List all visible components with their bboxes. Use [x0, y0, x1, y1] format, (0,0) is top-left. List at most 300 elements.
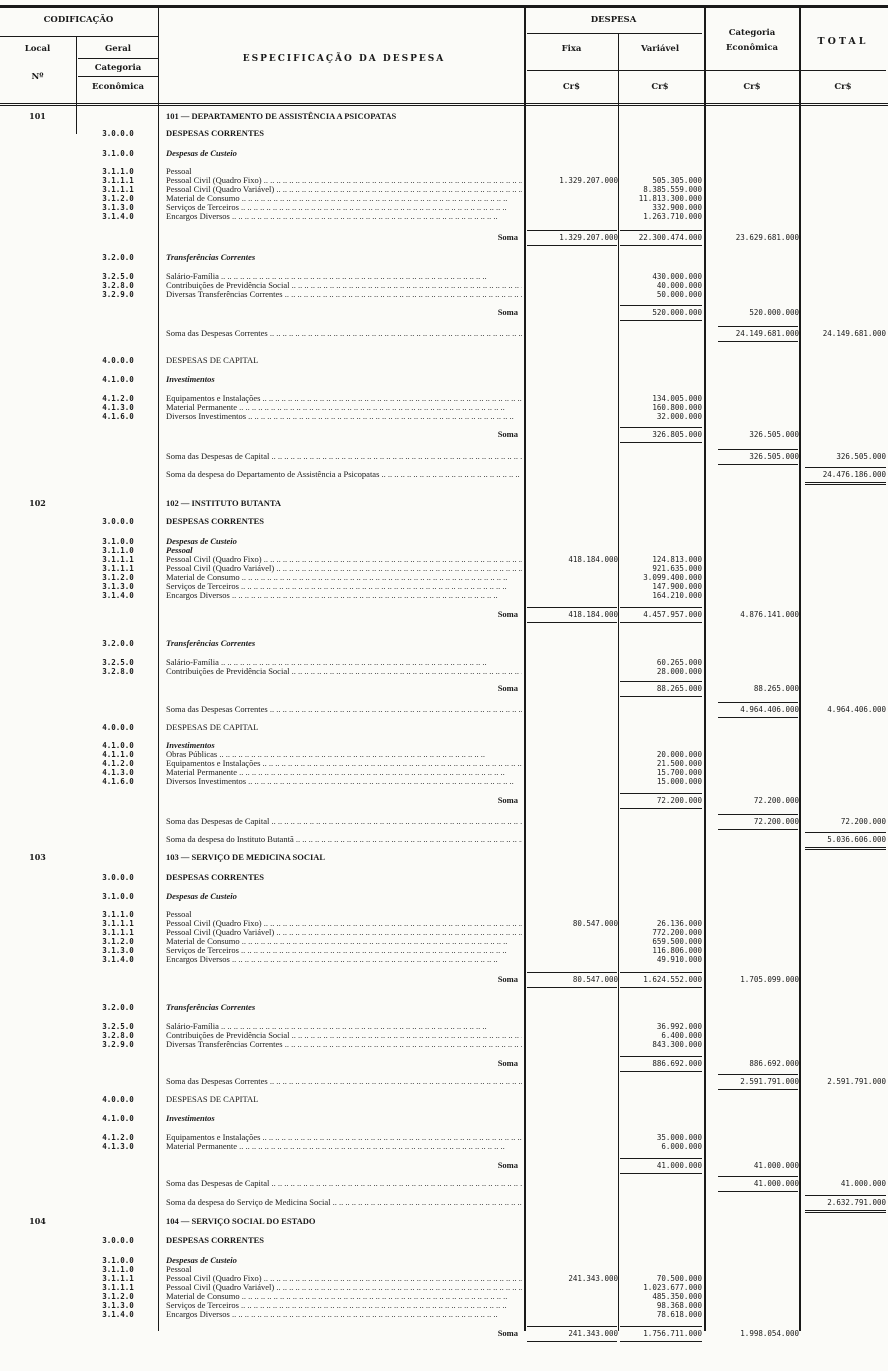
row-description: Material de Consumo .. ..: [166, 936, 522, 947]
row-description: 103 — SERVIÇO DE MEDICINA SOCIAL: [166, 852, 326, 862]
row-category-code: 3.0.0.0: [102, 1236, 134, 1245]
row-category-code: 3.1.0.0: [102, 537, 134, 546]
table-row: [0, 722, 888, 733]
row-description: Soma das Despesas de Capital .. ..: [166, 1178, 522, 1189]
sum-rule: [620, 1071, 702, 1072]
table-row: [0, 211, 888, 222]
row-description: Despesas de Custeio: [166, 891, 237, 901]
row-description: DESPESAS CORRENTES: [166, 1235, 265, 1245]
row-description: Salário-Família .. ..: [166, 271, 522, 282]
row-value-categoria: 1.705.099.000: [740, 975, 799, 984]
row-category-code: 4.0.0.0: [102, 1095, 134, 1104]
row-category-code: 4.0.0.0: [102, 723, 134, 732]
row-value-variavel: 886.692.000: [652, 1059, 702, 1068]
table-row: [0, 590, 888, 601]
row-value-categoria: 326.505.000: [749, 452, 799, 461]
row-value-variavel: 164.210.000: [652, 591, 702, 600]
header-divider: [78, 76, 158, 77]
row-category-code: 3.2.5.0: [102, 658, 134, 667]
header-especificacao: ESPECIFICAÇÃO DA DESPESA: [242, 54, 446, 64]
row-value-variavel: 78.618.000: [656, 1310, 702, 1319]
row-category-code: 3.1.1.0: [102, 546, 134, 555]
row-value-total: 2.591.791.000: [827, 1077, 886, 1086]
row-category-code: 3.1.2.0: [102, 573, 134, 582]
header-divider: [78, 58, 158, 59]
sum-rule: [620, 230, 702, 231]
row-value-variavel: 11.813.300.000: [638, 194, 702, 203]
table-row: [0, 795, 888, 806]
row-category-code: 4.0.0.0: [102, 356, 134, 365]
table-row: [0, 111, 888, 122]
row-description: Pessoal Civil (Quadro Fixo) .. ..: [166, 175, 522, 186]
row-category-code: 4.1.2.0: [102, 759, 134, 768]
table-row: [0, 954, 888, 965]
row-value-categoria: 326.505.000: [749, 430, 799, 439]
header-categoria: Categoria: [94, 63, 142, 73]
table-row: [0, 776, 888, 787]
row-category-code: 4.1.0.0: [102, 1114, 134, 1123]
table-row: [0, 355, 888, 366]
sum-rule: [805, 467, 886, 468]
row-description: Diversas Transferências Correntes .. ..: [166, 289, 522, 300]
row-description: Soma da despesa do Serviço de Medicina Social .. ..: [166, 1197, 522, 1208]
row-description: DESPESAS DE CAPITAL: [166, 722, 259, 732]
row-value-variavel: 8.385.559.000: [643, 185, 702, 194]
table-row: [0, 974, 888, 985]
row-category-code: 4.1.3.0: [102, 768, 134, 777]
row-category-code: 3.1.2.0: [102, 1292, 134, 1301]
row-category-code: 3.1.4.0: [102, 591, 134, 600]
row-value-variavel: 32.000.000: [656, 412, 702, 421]
sum-rule: [620, 427, 702, 428]
row-description: Soma das Despesas Correntes .. ..: [166, 1076, 522, 1087]
row-soma-label: Soma: [497, 609, 518, 619]
sum-rule: [527, 245, 617, 246]
row-category-code: 3.2.0.0: [102, 253, 134, 262]
row-description: Pessoal Civil (Quadro Fixo) .. ..: [166, 1273, 522, 1284]
row-category-code: 4.1.2.0: [102, 1133, 134, 1142]
row-value-variavel: 485.350.000: [652, 1292, 702, 1301]
row-category-code: 3.1.4.0: [102, 1310, 134, 1319]
row-description: Soma das Despesas Correntes .. ..: [166, 328, 522, 339]
row-description: Diversos Investimentos .. ..: [166, 776, 522, 787]
row-value-variavel: 26.136.000: [656, 919, 702, 928]
row-soma-label: Soma: [497, 795, 518, 805]
header-numero: Nº: [31, 72, 44, 82]
sum-rule: [527, 230, 617, 231]
row-value-categoria: 886.692.000: [749, 1059, 799, 1068]
row-description: DESPESAS DE CAPITAL: [166, 355, 259, 365]
header-geral: Geral: [105, 44, 131, 54]
row-value-total: 41.000.000: [840, 1179, 886, 1188]
table-row: [0, 374, 888, 385]
table-row: [0, 1328, 888, 1339]
table-row: [0, 666, 888, 677]
row-category-code: 3.2.0.0: [102, 1003, 134, 1012]
sum-rule: [620, 305, 702, 306]
row-value-total: 5.036.606.000: [827, 835, 886, 844]
row-value-variavel: 772.200.000: [652, 928, 702, 937]
row-description: Equipamentos e Instalações .. ..: [166, 1132, 522, 1143]
row-value-categoria: 4.876.141.000: [740, 610, 799, 619]
row-value-fixa: 80.547.000: [572, 919, 618, 928]
table-row: [0, 1197, 888, 1208]
row-value-variavel: 41.000.000: [656, 1161, 702, 1170]
row-description: Transferências Correntes: [166, 252, 256, 262]
sum-rule: [718, 1176, 798, 1177]
row-value-variavel: 40.000.000: [656, 281, 702, 290]
row-value-variavel: 88.265.000: [656, 684, 702, 693]
header-local: Local: [24, 44, 51, 54]
sum-rule: [527, 607, 617, 608]
sum-rule: [718, 449, 798, 450]
sum-rule: [620, 808, 702, 809]
row-description: Material de Consumo .. ..: [166, 572, 522, 583]
row-category-code: 3.1.1.1: [102, 176, 134, 185]
row-description: Encargos Diversos .. ..: [166, 1309, 522, 1320]
table-row: [0, 411, 888, 422]
row-category-code: 3.0.0.0: [102, 873, 134, 882]
row-value-categoria: 72.200.000: [753, 817, 799, 826]
row-category-code: 3.1.1.1: [102, 555, 134, 564]
row-value-categoria: 24.149.681.000: [735, 329, 799, 338]
table-row: [0, 289, 888, 300]
row-value-fixa: 241.343.000: [568, 1329, 618, 1338]
table-row: [0, 891, 888, 902]
row-description: Pessoal Civil (Quadro Fixo) .. ..: [166, 918, 522, 929]
row-category-code: 3.1.1.0: [102, 1265, 134, 1274]
row-description: Equipamentos e Instalações .. ..: [166, 393, 522, 404]
row-value-variavel: 4.457.957.000: [643, 610, 702, 619]
row-value-variavel: 326.805.000: [652, 430, 702, 439]
row-value-variavel: 50.000.000: [656, 290, 702, 299]
row-value-variavel: 843.300.000: [652, 1040, 702, 1049]
row-category-code: 3.1.3.0: [102, 1301, 134, 1310]
row-value-variavel: 22.300.474.000: [638, 233, 702, 242]
row-soma-label: Soma: [497, 974, 518, 984]
table-row: [0, 1002, 888, 1013]
sum-rule: [620, 972, 702, 973]
sum-rule: [620, 320, 702, 321]
row-category-code: 3.1.0.0: [102, 149, 134, 158]
row-soma-label: Soma: [497, 232, 518, 242]
row-category-code: 4.1.3.0: [102, 403, 134, 412]
row-description: Diversos Investimentos .. ..: [166, 411, 522, 422]
sum-rule: [718, 717, 798, 718]
header-economica-col: Econômica: [725, 43, 779, 53]
sum-rule: [718, 814, 798, 815]
sum-rule: [527, 972, 617, 973]
row-value-variavel: 134.005.000: [652, 394, 702, 403]
sum-rule: [718, 702, 798, 703]
row-value-variavel: 36.992.000: [656, 1022, 702, 1031]
row-value-variavel: 20.000.000: [656, 750, 702, 759]
table-row: [0, 704, 888, 715]
row-category-code: 3.2.5.0: [102, 1022, 134, 1031]
row-value-categoria: 4.964.406.000: [740, 705, 799, 714]
row-soma-label: Soma: [497, 1058, 518, 1068]
row-value-variavel: 505.305.000: [652, 176, 702, 185]
table-row: [0, 128, 888, 139]
row-soma-label: Soma: [497, 307, 518, 317]
row-category-code: 4.1.1.0: [102, 750, 134, 759]
row-description: Contribuições de Previdência Social .. ..: [166, 1030, 522, 1041]
row-description: Encargos Diversos .. ..: [166, 954, 522, 965]
row-category-code: 3.1.3.0: [102, 946, 134, 955]
row-category-code: 4.1.2.0: [102, 394, 134, 403]
row-category-code: 3.1.1.0: [102, 910, 134, 919]
table-row: [0, 429, 888, 440]
sum-rule: [718, 1074, 798, 1075]
row-value-variavel: 1.263.710.000: [643, 212, 702, 221]
row-value-variavel: 6.400.000: [661, 1031, 702, 1040]
table-row: [0, 1039, 888, 1050]
header-divider: [527, 33, 702, 34]
row-category-code: 3.1.0.0: [102, 892, 134, 901]
sum-rule: [620, 1341, 702, 1342]
table-row: [0, 816, 888, 827]
row-category-code: 3.0.0.0: [102, 517, 134, 526]
table-row: [0, 469, 888, 480]
row-value-fixa: 418.184.000: [568, 555, 618, 564]
table-row: [0, 852, 888, 863]
sum-rule: [805, 482, 886, 485]
row-description: Soma da despesa do Instituto Butantã .. ..: [166, 834, 522, 845]
row-value-categoria: 1.998.054.000: [740, 1329, 799, 1338]
row-value-total: 24.149.681.000: [822, 329, 886, 338]
row-category-code: 3.2.8.0: [102, 1031, 134, 1040]
sum-rule: [527, 622, 617, 623]
row-value-variavel: 35.000.000: [656, 1133, 702, 1142]
header-divider: [527, 70, 886, 71]
row-description: Material Permanente .. ..: [166, 1141, 522, 1152]
header-currency-categoria: Cr$: [743, 82, 761, 92]
row-category-code: 3.1.3.0: [102, 582, 134, 591]
row-description: Pessoal: [166, 909, 192, 919]
row-description: Soma das Despesas de Capital .. ..: [166, 451, 522, 462]
row-value-variavel: 21.500.000: [656, 759, 702, 768]
row-description: Transferências Correntes: [166, 1002, 256, 1012]
row-soma-label: Soma: [497, 683, 518, 693]
table-row: [0, 307, 888, 318]
row-category-code: 3.1.1.1: [102, 1283, 134, 1292]
sum-rule: [718, 464, 798, 465]
header-divider: [0, 36, 158, 37]
table-row: [0, 498, 888, 509]
row-value-variavel: 430.000.000: [652, 272, 702, 281]
row-description: Material de Consumo .. ..: [166, 1291, 522, 1302]
row-value-variavel: 1.624.552.000: [643, 975, 702, 984]
row-soma-label: Soma: [497, 429, 518, 439]
header-currency-variavel: Cr$: [651, 82, 669, 92]
table-row: [0, 1076, 888, 1087]
row-description: Salário-Família .. ..: [166, 1021, 522, 1032]
sum-rule: [718, 1089, 798, 1090]
sum-rule: [620, 1056, 702, 1057]
table-row: [0, 1113, 888, 1124]
row-value-variavel: 3.099.400.000: [643, 573, 702, 582]
sum-rule: [620, 793, 702, 794]
row-value-variavel: 147.900.000: [652, 582, 702, 591]
row-local-number: 101: [29, 111, 46, 121]
row-description: Pessoal Civil (Quadro Variável) .. ..: [166, 927, 522, 938]
table-row: [0, 609, 888, 620]
row-value-variavel: 98.368.000: [656, 1301, 702, 1310]
sum-rule: [718, 1191, 798, 1192]
row-description: Despesas de Custeio: [166, 148, 237, 158]
row-value-variavel: 6.000.000: [661, 1142, 702, 1151]
row-value-total: 24.476.186.000: [822, 470, 886, 479]
row-value-total: 4.964.406.000: [827, 705, 886, 714]
row-value-variavel: 332.900.000: [652, 203, 702, 212]
row-category-code: 4.1.3.0: [102, 1142, 134, 1151]
row-value-variavel: 72.200.000: [656, 796, 702, 805]
header-fixa: Fixa: [561, 44, 582, 54]
table-row: [0, 683, 888, 694]
table-row: [0, 328, 888, 339]
header-despesa: DESPESA: [590, 15, 637, 25]
row-description: Pessoal Civil (Quadro Variável) .. ..: [166, 184, 522, 195]
row-description: Serviços de Terceiros .. ..: [166, 581, 522, 592]
row-description: Soma das Despesas de Capital .. ..: [166, 816, 522, 827]
sum-rule: [620, 987, 702, 988]
row-value-variavel: 116.806.000: [652, 946, 702, 955]
sum-rule: [527, 987, 617, 988]
row-value-categoria: 41.000.000: [753, 1179, 799, 1188]
row-description: Salário-Família .. ..: [166, 657, 522, 668]
table-row: [0, 638, 888, 649]
row-local-number: 104: [29, 1216, 46, 1226]
row-category-code: 3.1.1.1: [102, 185, 134, 194]
sum-rule: [620, 1326, 702, 1327]
row-value-categoria: 520.000.000: [749, 308, 799, 317]
row-soma-label: Soma: [497, 1160, 518, 1170]
row-description: Contribuições de Previdência Social .. ..: [166, 280, 522, 291]
sum-rule: [805, 832, 886, 833]
sum-rule: [620, 1173, 702, 1174]
sum-rule: [527, 1326, 617, 1327]
row-category-code: 4.1.0.0: [102, 741, 134, 750]
row-description: Investimentos: [166, 374, 215, 384]
table-row: [0, 1216, 888, 1227]
row-category-code: 3.0.0.0: [102, 129, 134, 138]
table-row: [0, 1058, 888, 1069]
row-value-categoria: 88.265.000: [753, 684, 799, 693]
row-value-variavel: 60.265.000: [656, 658, 702, 667]
table-row: [0, 1309, 888, 1320]
sum-rule: [527, 1341, 617, 1342]
table-row: [0, 451, 888, 462]
row-category-code: 3.1.1.1: [102, 928, 134, 937]
sum-rule: [718, 326, 798, 327]
table-row: [0, 148, 888, 159]
table-row: [0, 872, 888, 883]
row-value-total: 326.505.000: [836, 452, 886, 461]
row-description: Investimentos: [166, 1113, 215, 1123]
table-row: [0, 834, 888, 845]
row-value-total: 72.200.000: [840, 817, 886, 826]
table-row: [0, 1160, 888, 1171]
row-category-code: 3.2.9.0: [102, 1040, 134, 1049]
row-category-code: 3.2.8.0: [102, 281, 134, 290]
sum-rule: [620, 681, 702, 682]
row-description: Serviços de Terceiros .. ..: [166, 1300, 522, 1311]
table-row: [0, 1141, 888, 1152]
row-description: Soma das Despesas Correntes .. ..: [166, 704, 522, 715]
row-description: Transferências Correntes: [166, 638, 256, 648]
row-soma-label: Soma: [497, 1328, 518, 1338]
sum-rule: [805, 1195, 886, 1196]
row-value-fixa: 1.329.207.000: [559, 233, 618, 242]
table-row: [0, 252, 888, 263]
header-currency-fixa: Cr$: [562, 82, 581, 92]
row-description: Pessoal Civil (Quadro Variável) .. ..: [166, 563, 522, 574]
header-total: TOTAL: [817, 36, 869, 47]
sum-rule: [718, 829, 798, 830]
row-description: DESPESAS CORRENTES: [166, 516, 265, 526]
sum-rule: [620, 245, 702, 246]
row-description: Material Permanente .. ..: [166, 767, 522, 778]
row-category-code: 3.2.9.0: [102, 290, 134, 299]
row-value-fixa: 80.547.000: [572, 975, 618, 984]
row-value-variavel: 124.813.000: [652, 555, 702, 564]
sum-rule: [620, 1158, 702, 1159]
sum-rule: [805, 847, 886, 850]
sum-rule: [805, 1210, 886, 1213]
row-category-code: 4.1.0.0: [102, 375, 134, 384]
table-row: [0, 1094, 888, 1105]
row-description: Equipamentos e Instalações .. ..: [166, 758, 522, 769]
row-category-code: 3.2.5.0: [102, 272, 134, 281]
row-category-code: 3.1.1.0: [102, 167, 134, 176]
row-description: Material de Consumo .. ..: [166, 193, 522, 204]
row-category-code: 3.1.0.0: [102, 1256, 134, 1265]
row-value-fixa: 241.343.000: [568, 1274, 618, 1283]
row-category-code: 3.2.8.0: [102, 667, 134, 676]
table-row: [0, 232, 888, 243]
sum-rule: [620, 607, 702, 608]
row-category-code: 3.1.3.0: [102, 203, 134, 212]
row-category-code: 3.1.4.0: [102, 955, 134, 964]
row-value-variavel: 15.700.000: [656, 768, 702, 777]
row-description: Serviços de Terceiros .. ..: [166, 945, 522, 956]
row-value-variavel: 160.800.000: [652, 403, 702, 412]
row-description: Diversas Transferências Correntes .. ..: [166, 1039, 522, 1050]
row-category-code: 3.1.2.0: [102, 937, 134, 946]
row-value-variavel: 15.000.000: [656, 777, 702, 786]
row-value-total: 2.632.791.000: [827, 1198, 886, 1207]
row-value-categoria: 2.591.791.000: [740, 1077, 799, 1086]
header-currency-total: Cr$: [834, 82, 852, 92]
row-value-variavel: 659.500.000: [652, 937, 702, 946]
sum-rule: [620, 696, 702, 697]
row-value-fixa: 418.184.000: [568, 610, 618, 619]
row-description: Encargos Diversos .. ..: [166, 590, 522, 601]
row-description: Pessoal Civil (Quadro Variável) .. ..: [166, 1282, 522, 1293]
sum-rule: [718, 341, 798, 342]
row-category-code: 4.1.6.0: [102, 777, 134, 786]
row-category-code: 3.1.1.1: [102, 564, 134, 573]
row-description: Pessoal: [166, 1264, 192, 1274]
row-category-code: 3.1.4.0: [102, 212, 134, 221]
row-description: Pessoal Civil (Quadro Fixo) .. ..: [166, 554, 522, 565]
table-row: [0, 516, 888, 527]
table-row: [0, 1235, 888, 1246]
row-local-number: 103: [29, 852, 46, 862]
row-description: 104 — SERVIÇO SOCIAL DO ESTADO: [166, 1216, 316, 1226]
row-value-variavel: 28.000.000: [656, 667, 702, 676]
header-economica: Econômica: [91, 82, 145, 92]
